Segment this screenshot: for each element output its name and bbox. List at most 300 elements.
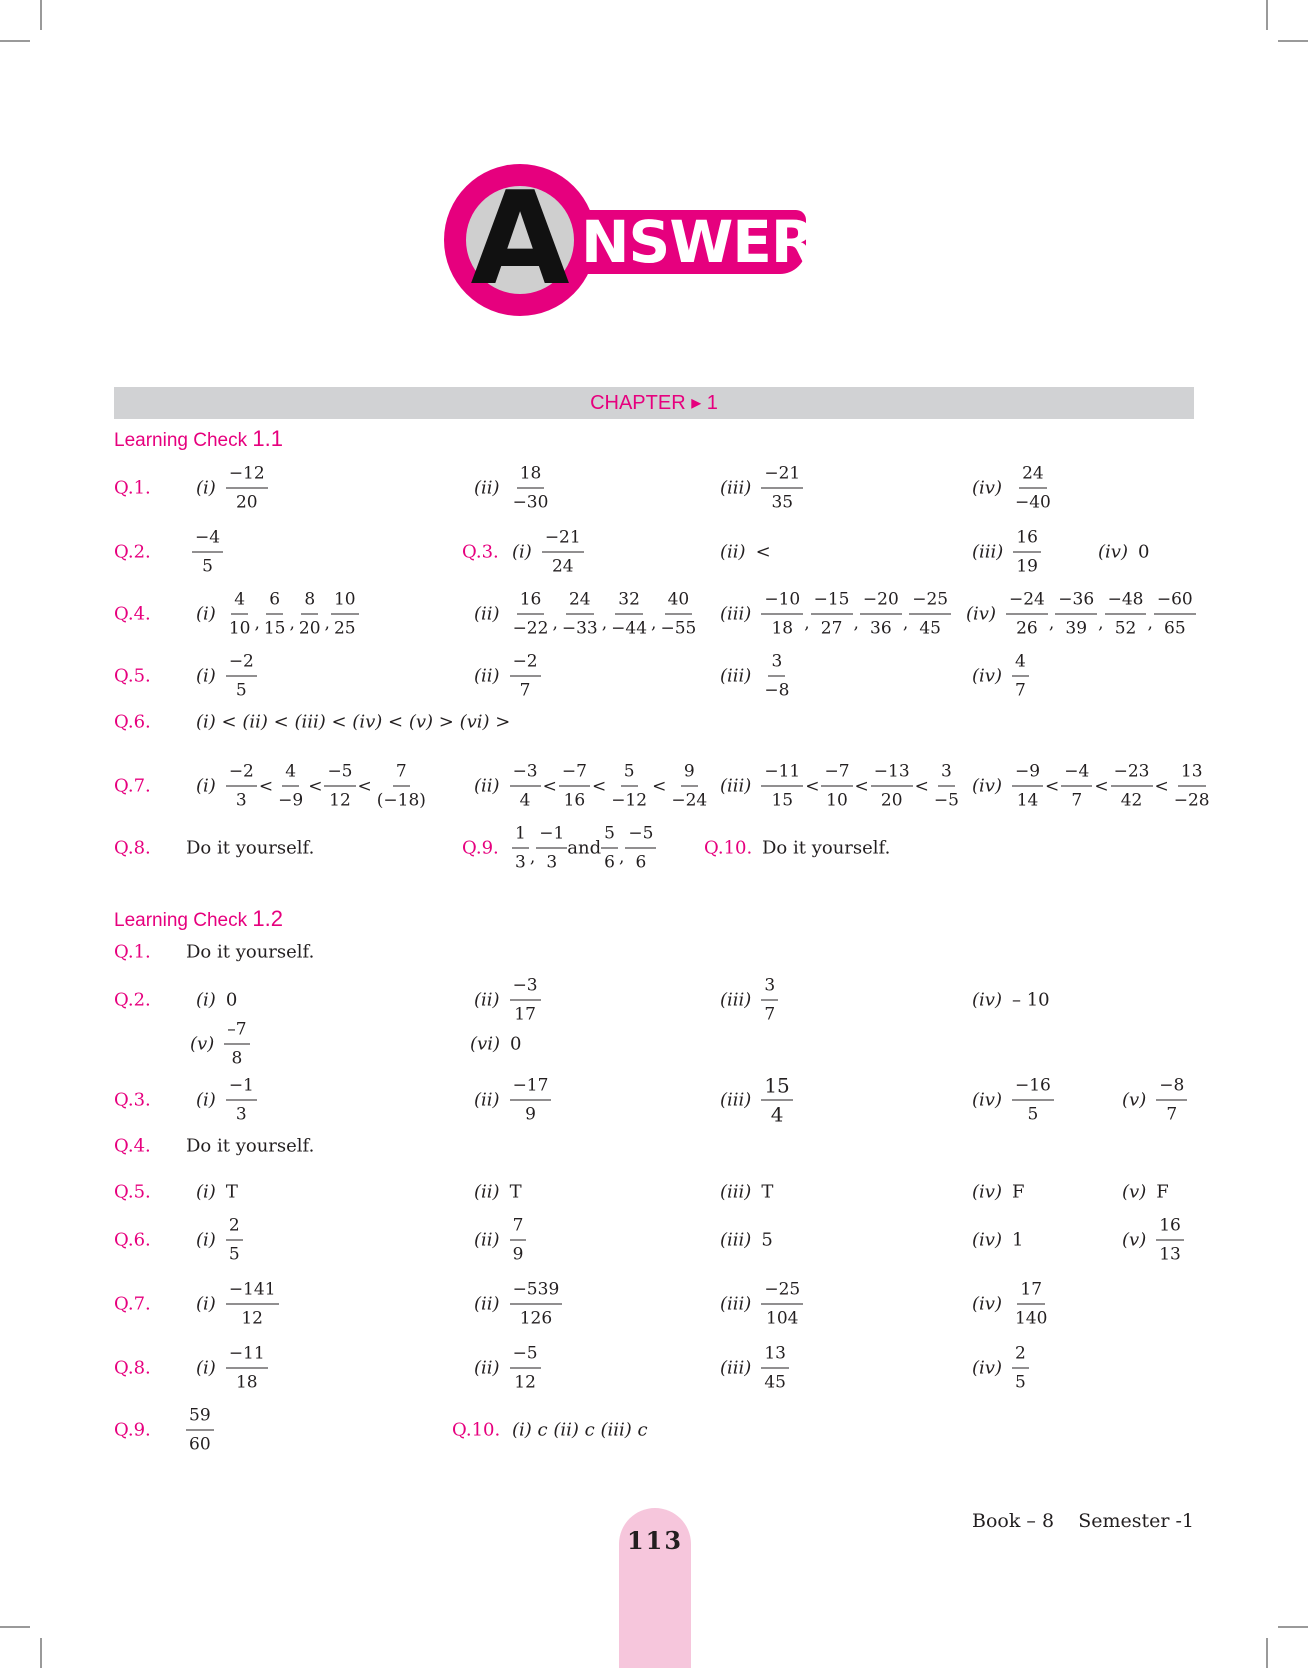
- roman-label: (v): [1122, 1229, 1147, 1251]
- denominator: 36: [870, 618, 892, 639]
- fraction: [1111, 761, 1153, 812]
- numerator: −5: [510, 1343, 541, 1369]
- fraction: [931, 761, 962, 812]
- question-number: Q.4.: [114, 1135, 151, 1157]
- roman-label: (i): [196, 1357, 216, 1379]
- numerator: 13: [1178, 761, 1206, 787]
- numerator: −141: [226, 1279, 279, 1305]
- numerator: −4: [1061, 761, 1092, 787]
- numerator: 2: [1012, 1343, 1029, 1369]
- numerator: 59: [186, 1405, 214, 1431]
- numerator: −15: [811, 589, 853, 615]
- fraction: [510, 1343, 541, 1394]
- numerator: −21: [542, 527, 584, 553]
- roman-label: (ii): [474, 1181, 500, 1203]
- roman-label: (v): [1122, 1181, 1147, 1203]
- fraction: [510, 1215, 527, 1266]
- numerator: −8: [1156, 1075, 1187, 1101]
- fraction: [1012, 1279, 1050, 1330]
- denominator: 20: [880, 790, 903, 811]
- fraction: [226, 463, 268, 514]
- fraction: [510, 975, 541, 1026]
- roman-label: (i): [512, 1419, 532, 1441]
- denominator: 12: [329, 790, 351, 811]
- crop-mark: [40, 0, 42, 30]
- fraction: [542, 527, 584, 578]
- numerator: 4: [1012, 651, 1029, 677]
- answer-cell: [470, 1034, 521, 1055]
- numerator: 5: [621, 761, 638, 787]
- denominator: 27: [820, 618, 843, 639]
- denominator: 12: [241, 1308, 263, 1329]
- logo-letter: A: [470, 165, 570, 314]
- roman-label: (iv): [972, 1089, 1002, 1111]
- answer-cell: [474, 975, 541, 1026]
- denominator: −24: [671, 790, 708, 811]
- fraction: [1012, 651, 1029, 702]
- comma: ,: [324, 613, 330, 633]
- roman-label: (iii): [720, 1089, 752, 1111]
- roman-label: (i): [196, 1229, 216, 1251]
- fraction: [1006, 589, 1048, 640]
- fraction: [510, 589, 552, 640]
- answer-value: 0: [225, 989, 238, 1011]
- comma: ,: [254, 613, 260, 633]
- roman-label: (ii): [474, 477, 500, 499]
- comparison-sign: <: [215, 711, 243, 733]
- fraction: [510, 761, 541, 812]
- answer-cell: [474, 1279, 562, 1330]
- roman-label: (v): [408, 711, 434, 733]
- numerator: 3: [938, 761, 955, 787]
- denominator: −12: [611, 790, 648, 811]
- denominator: −33: [561, 618, 598, 639]
- numerator: 24: [1019, 463, 1047, 489]
- fraction: [226, 1343, 268, 1394]
- numerator: −17: [510, 1075, 552, 1101]
- less-than: <: [1094, 776, 1109, 796]
- fraction: [1055, 589, 1097, 640]
- question-number: Q.2.: [114, 989, 151, 1011]
- fraction: [625, 823, 656, 874]
- fraction: [559, 761, 590, 812]
- question-number: Q.7.: [114, 1293, 151, 1315]
- fraction: [761, 1075, 792, 1126]
- answer-cell: [972, 527, 1041, 578]
- roman-label: (iv): [972, 775, 1002, 797]
- roman-label: (i): [196, 1089, 216, 1111]
- denominator: 9: [525, 1104, 536, 1125]
- denominator: 140: [1014, 1308, 1048, 1329]
- fraction: [1154, 589, 1196, 640]
- numerator: –7: [224, 1019, 249, 1045]
- answer-cell: [720, 975, 778, 1026]
- denominator: −28: [1173, 790, 1210, 811]
- denominator: 6: [604, 852, 615, 873]
- learning-check-title: [114, 906, 283, 932]
- answer-value: <: [755, 541, 771, 563]
- crop-mark: [40, 1638, 42, 1668]
- question-number: Q.5.: [114, 1181, 151, 1203]
- less-than: <: [805, 776, 820, 796]
- answer-cell: [972, 463, 1054, 514]
- answer-cell: [196, 651, 257, 702]
- denominator: 5: [1027, 1104, 1039, 1125]
- fraction: [1012, 1343, 1029, 1394]
- denominator: 25: [333, 618, 356, 639]
- chapter-heading: CHAPTER ▸ 1: [114, 387, 1194, 419]
- denominator: 45: [764, 1372, 786, 1393]
- denominator: −9: [278, 790, 304, 811]
- roman-label: (i): [196, 1181, 216, 1203]
- numerator: −36: [1055, 589, 1097, 615]
- fraction: [1013, 527, 1041, 578]
- answer-value: T: [225, 1181, 238, 1203]
- fraction: [761, 1343, 789, 1394]
- numerator: −539: [510, 1279, 563, 1305]
- fraction: [909, 589, 951, 640]
- comma: ,: [1147, 613, 1153, 633]
- numerator: 7: [393, 761, 410, 787]
- fraction: [1156, 1215, 1184, 1266]
- answer-cell: [972, 651, 1029, 702]
- book-info: Book – 8 Semester -1: [972, 1510, 1194, 1532]
- answer-value: c: [531, 1419, 554, 1441]
- denominator: 24: [551, 556, 574, 577]
- numerator: 7: [510, 1215, 527, 1241]
- answer-cell: [196, 990, 237, 1011]
- roman-label: (iii): [720, 775, 752, 797]
- answer-cell: [196, 1343, 268, 1394]
- numerator: 15: [761, 1075, 792, 1101]
- numerator: 16: [1013, 527, 1041, 553]
- answer-cell: [720, 651, 792, 702]
- roman-label: (vi): [470, 1033, 500, 1055]
- answer-text: Do it yourself.: [762, 837, 891, 859]
- answer-value: F: [1011, 1181, 1025, 1203]
- roman-label: (i): [196, 711, 216, 733]
- fraction: [510, 651, 541, 702]
- answer-value: 0: [509, 1033, 522, 1055]
- comparison-sign: <: [267, 711, 295, 733]
- answer-value: T: [509, 1181, 522, 1203]
- answer-cell: [186, 1136, 314, 1157]
- question-number: Q.8.: [114, 837, 151, 859]
- fraction: [1171, 761, 1213, 812]
- roman-label: (i): [196, 665, 216, 687]
- comma: ,: [853, 613, 859, 633]
- answer-cell: [474, 761, 710, 812]
- fraction: [226, 651, 257, 702]
- answer-value: 5: [761, 1229, 773, 1251]
- comma: ,: [552, 613, 558, 633]
- fraction: [374, 761, 429, 812]
- roman-label: (ii): [474, 603, 500, 625]
- fraction: [510, 1279, 563, 1330]
- answer-cell: [972, 1279, 1050, 1330]
- roman-label: (ii): [720, 541, 746, 563]
- roman-label: (ii): [474, 1229, 500, 1251]
- less-than: <: [652, 776, 667, 796]
- question-number: Q.10.: [704, 837, 753, 859]
- learning-check-number: 1.1: [252, 426, 283, 451]
- numerator: 6: [266, 589, 283, 615]
- roman-label: (v): [190, 1033, 215, 1055]
- roman-label: (iii): [294, 711, 326, 733]
- fraction: [1156, 1075, 1187, 1126]
- roman-label: (ii): [474, 989, 500, 1011]
- fraction: [275, 761, 306, 812]
- denominator: 3: [235, 1104, 247, 1125]
- denominator: 3: [235, 790, 247, 811]
- answer-cell: [972, 1075, 1054, 1126]
- answer-cell: [474, 1182, 522, 1203]
- roman-label: (ii): [474, 775, 500, 797]
- fraction: [192, 527, 223, 578]
- denominator: 15: [771, 790, 794, 811]
- answer-cell: [474, 1075, 551, 1126]
- fraction: [226, 1075, 257, 1126]
- roman-label: (iv): [1098, 541, 1128, 563]
- numerator: −3: [510, 761, 541, 787]
- fraction: [761, 589, 803, 640]
- denominator: 5: [235, 680, 247, 701]
- answer-value: c: [631, 1419, 648, 1441]
- question-number: Q.6.: [114, 711, 151, 733]
- fraction: [668, 761, 710, 812]
- answer-cell: [196, 761, 429, 812]
- denominator: 5: [1014, 1372, 1026, 1393]
- denominator: 9: [512, 1244, 524, 1265]
- numerator: −11: [226, 1343, 268, 1369]
- answers-logo: [444, 164, 864, 316]
- comma: ,: [618, 847, 625, 867]
- answer-cell: [972, 761, 1213, 812]
- answer-cell: [720, 589, 951, 640]
- answer-cell: [196, 1279, 279, 1330]
- fraction: [226, 1279, 279, 1330]
- answer-cell: [1122, 1215, 1184, 1266]
- numerator: 10: [331, 589, 359, 615]
- question-number: Q.1.: [114, 477, 151, 499]
- denominator: −22: [512, 618, 549, 639]
- fraction: [324, 761, 355, 812]
- fraction: [226, 589, 254, 640]
- question-number: Q.3.: [114, 1089, 151, 1111]
- question-number: Q.5.: [114, 665, 151, 687]
- denominator: 4: [519, 790, 531, 811]
- answer-value: – 10: [1011, 989, 1050, 1011]
- comma: ,: [1098, 613, 1104, 633]
- roman-label: (iii): [720, 477, 752, 499]
- answer-cell: [196, 1182, 238, 1203]
- less-than: <: [854, 776, 869, 796]
- question-number: Q.6.: [114, 1229, 151, 1251]
- comma: ,: [902, 613, 909, 633]
- fraction: [1012, 761, 1043, 812]
- roman-label: (iii): [720, 1357, 752, 1379]
- answer-cell: [1098, 542, 1149, 563]
- less-than: <: [1154, 776, 1169, 796]
- denominator: −8: [764, 680, 790, 701]
- numerator: 3: [761, 975, 778, 1001]
- answer-value: T: [761, 1181, 774, 1203]
- roman-label: (v): [1122, 1089, 1147, 1111]
- denominator: 18: [771, 618, 794, 639]
- denominator: 104: [766, 1308, 799, 1329]
- numerator: −1: [536, 823, 567, 849]
- numerator: −7: [821, 761, 852, 787]
- fraction: [761, 761, 803, 812]
- numerator: −4: [192, 527, 223, 553]
- denominator: 16: [563, 790, 586, 811]
- fraction: [761, 975, 778, 1026]
- denominator: 7: [1166, 1104, 1178, 1125]
- crop-mark: [0, 40, 30, 42]
- comma: ,: [651, 613, 657, 633]
- answer-cell: [720, 463, 803, 514]
- denominator: 4: [770, 1102, 784, 1127]
- less-than: <: [308, 776, 323, 796]
- question-number: Q.1.: [114, 941, 151, 963]
- answer-text: Do it yourself.: [186, 1135, 315, 1157]
- answer-cell: [512, 1420, 648, 1441]
- denominator: 3: [546, 852, 558, 873]
- numerator: −10: [761, 589, 803, 615]
- fraction: [657, 589, 699, 640]
- denominator: 10: [826, 790, 848, 811]
- roman-label: (vi): [459, 711, 490, 733]
- answer-cell: [972, 1182, 1024, 1203]
- roman-label: (iii): [600, 1419, 632, 1441]
- roman-label: (iii): [720, 1293, 752, 1315]
- answer-cell: [474, 1343, 541, 1394]
- answer-cell: [474, 1215, 526, 1266]
- numerator: 13: [761, 1343, 789, 1369]
- answer-cell: [474, 651, 541, 702]
- less-than: <: [542, 776, 557, 796]
- crop-mark: [1266, 1638, 1268, 1668]
- roman-label: (ii): [474, 1089, 500, 1111]
- roman-label: (ii): [242, 711, 268, 733]
- fraction: [512, 823, 529, 874]
- numerator: 4: [231, 589, 248, 615]
- denominator: 52: [1114, 618, 1137, 639]
- answer-text: Do it yourself.: [186, 941, 315, 963]
- answer-value: 1: [1011, 1229, 1024, 1251]
- fraction: [510, 463, 552, 514]
- roman-label: (ii): [553, 1419, 579, 1441]
- numerator: 9: [681, 761, 698, 787]
- roman-label: (iv): [972, 665, 1002, 687]
- roman-label: (ii): [474, 1293, 500, 1315]
- answer-cell: [720, 1230, 773, 1251]
- answer-cell: [186, 1405, 214, 1456]
- roman-label: (ii): [474, 1357, 500, 1379]
- numerator: 4: [282, 761, 299, 787]
- denominator: 14: [1016, 790, 1039, 811]
- less-than: <: [258, 776, 274, 796]
- numerator: 24: [566, 589, 594, 615]
- learning-check-number: 1.2: [252, 906, 283, 931]
- answer-cell: [972, 1343, 1029, 1394]
- and-word: and: [567, 837, 602, 859]
- roman-label: (ii): [474, 665, 500, 687]
- roman-label: (iii): [972, 541, 1004, 563]
- fraction: [811, 589, 853, 640]
- answer-cell: [762, 838, 890, 859]
- denominator: 65: [1164, 618, 1186, 639]
- comma: ,: [1048, 613, 1055, 633]
- numerator: 40: [665, 589, 693, 615]
- answer-cell: [1122, 1182, 1169, 1203]
- question-number: Q.9.: [114, 1419, 151, 1441]
- numerator: −7: [559, 761, 590, 787]
- question-number: Q.9.: [462, 837, 499, 859]
- numerator: −2: [226, 651, 257, 677]
- numerator: −5: [625, 823, 656, 849]
- fraction: [601, 823, 618, 874]
- numerator: −60: [1154, 589, 1196, 615]
- answer-cell: [190, 1019, 250, 1070]
- denominator: 45: [919, 618, 941, 639]
- less-than: <: [1045, 776, 1060, 796]
- roman-label: (iv): [972, 989, 1002, 1011]
- learning-check-title: [114, 426, 283, 452]
- question-number: Q.3.: [462, 541, 499, 563]
- numerator: −9: [1012, 761, 1043, 787]
- numerator: −23: [1111, 761, 1153, 787]
- denominator: 10: [228, 618, 251, 639]
- answer-cell: [196, 1075, 257, 1126]
- roman-label: (iii): [720, 603, 752, 625]
- numerator: −5: [324, 761, 355, 787]
- answer-cell: [474, 463, 551, 514]
- answer-cell: [972, 990, 1050, 1011]
- comparison-sign: <: [382, 711, 409, 733]
- fraction: [296, 589, 324, 640]
- answer-cell: [720, 1182, 773, 1203]
- fraction: [608, 761, 650, 812]
- answer-cell: [720, 761, 962, 812]
- question-number: Q.2.: [114, 541, 151, 563]
- roman-label: (iv): [972, 477, 1002, 499]
- roman-label: (i): [196, 603, 216, 625]
- denominator: 20: [235, 492, 258, 513]
- answer-text: Do it yourself.: [186, 837, 315, 859]
- fraction: [559, 589, 601, 640]
- crop-mark: [1278, 1626, 1308, 1628]
- fraction: [331, 589, 359, 640]
- less-than: <: [591, 776, 607, 796]
- page-number: 113: [626, 1526, 684, 1555]
- fraction: [536, 823, 567, 874]
- roman-label: (iii): [720, 1181, 752, 1203]
- numerator: 16: [517, 589, 545, 615]
- roman-label: (iv): [972, 1357, 1002, 1379]
- answer-cell: [474, 589, 699, 640]
- roman-label: (i): [196, 775, 216, 797]
- question-number: Q.4.: [114, 603, 151, 625]
- denominator: 18: [235, 1372, 258, 1393]
- answer-cell: [972, 1230, 1023, 1251]
- crop-mark: [1266, 0, 1268, 30]
- comparison-sign: <: [325, 711, 353, 733]
- comma: ,: [601, 613, 608, 633]
- fraction: [608, 589, 650, 640]
- fraction: [510, 1075, 552, 1126]
- roman-label: (iii): [720, 665, 752, 687]
